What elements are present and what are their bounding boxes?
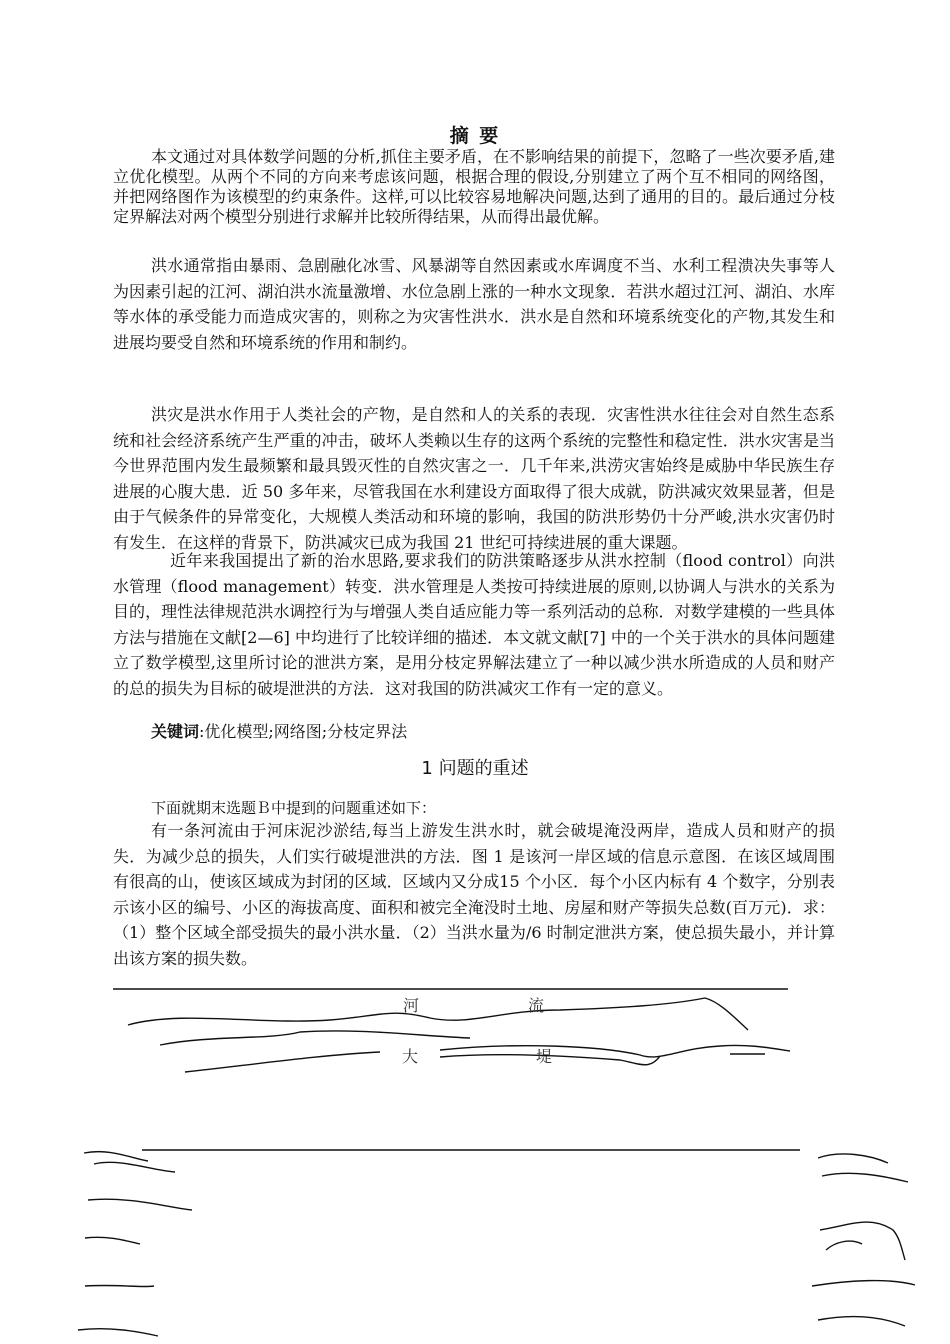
keywords-list: :优化模型;网络图;分枝定界法 (199, 722, 408, 741)
river-upper-bank (128, 998, 748, 1030)
keywords-label: 关键词 (151, 722, 200, 741)
river-middle-line-1 (160, 1031, 470, 1045)
mountain-left-3 (88, 1199, 192, 1210)
mountain-right-5 (812, 1281, 915, 1286)
abstract-title: 摘 要 (449, 125, 501, 147)
label-da: 大 (402, 1047, 419, 1066)
river-middle-line-2 (185, 1052, 380, 1072)
river-area-figure (0, 980, 950, 1344)
section-heading (0, 732, 950, 780)
mountain-right-1 (818, 1154, 888, 1163)
section-intro: 下面就期末选题Ｂ中提到的问题重述如下： (151, 799, 437, 817)
label-he: 河 (403, 996, 420, 1015)
problem-statement: 有一条河流由于河床泥沙淤结,每当上游发生洪水时，就会破堤淹没两岸，造成人员和财产的损失．为减少总的损失，人们实行破堤泄洪的方法．图 1 是该河一岸区域的信息示意图．在该区域周围有很高的山，使该区域成为封闭的区域．区域内又分成15 个小区．每个小区内标有 4 个数字，分别表示该小区的编号、小区的海拔高度、面积和被完全淹没时土地、房屋和财产等损失总数(百万元)．求：（1）整个区域全部受损失的最小洪水量．（2）当洪水量为/6 时制定泄洪方案，使总损失最小，并计算出该方案的损失数。 (113, 821, 835, 968)
label-di: 堤 (536, 1047, 553, 1066)
mountain-left-2 (94, 1162, 175, 1172)
mountain-right-4 (826, 1241, 862, 1250)
mountain-left-1 (84, 1152, 148, 1161)
mountain-left-6 (78, 1329, 158, 1336)
abstract-paragraph-2: 洪水通常指由暴雨、急剧融化冰雪、风暴湖等自然因素或水库调度不当、水利工程溃决失事等人为因素引起的江河、湖泊洪水流量激增、水位急剧上涨的一种水文现象．若洪水超过江河、湖泊、水库等水体的承受能力而造成灾害的，则称之为灾害性洪水．洪水是自然和环境系统变化的产物,其发生和进展均要受自然和环境系统的作用和制约。 (113, 256, 835, 352)
label-liu: 流 (528, 996, 545, 1015)
mountain-left-4 (85, 1237, 140, 1244)
abstract-paragraph-3: 洪灾是洪水作用于人类社会的产物，是自然和人的关系的表现．灾害性洪水往往会对自然生态系统和社会经济系统产生严重的冲击，破坏人类赖以生存的这两个系统的完整性和稳定性．洪水灾害是当今世界范围内发生最频繁和最具毁灭性的自然灾害之一．几千年来,洪涝灾害始终是威胁中华民族生存进展的心腹大患．近 50 多年来，尽管我国在水利建设方面取得了很大成就，防洪减灾效果显著，但是由于气候条件的异常变化，大规模人类活动和环境的影响，我国的防洪形势仍十分严峻,洪水灾害仍时有发生．在这样的背景下，防洪减灾已成为我国 21 世纪可持续进展的重大课题。 (113, 405, 835, 552)
mountain-right-2 (822, 1173, 908, 1182)
abstract-paragraph-1: 本文通过对具体数学问题的分析,抓住主要矛盾，在不影响结果的前提下，忽略了一些次要矛盾,建立优化模型。从两个不同的方向来考虑该问题，根据合理的假设,分别建立了两个互不相同的网络图，并把网络图作为该模型的约束条件。这样,可以比较容易地解决问题,达到了通用的目的。最后通过分枝定界解法对两个模型分别进行求解并比较所得结果，从而得出最优解。 (113, 147, 835, 226)
abstract-paragraph-4: 近年来我国提出了新的治水思路,要求我们的防洪策略逐步从洪水控制（flood control）向洪水管理（flood management）转变．洪水管理是人类按可持续进展的原则,以协调人与洪水的关系为目的，理性法律规范洪水调控行为与增强人类自适应能力等一系列活动的总称．对数学建模的一些具体方法与措施在文献[2—6] 中均进行了比较详细的描述．本文就文献[7] 中的一个关于洪水的具体问题建立了数学模型,这里所讨论的泄洪方案，是用分枝定界解法建立了一种以减少洪水所造成的人员和财产的总的损失为目标的破堤泄洪的方法．这对我国的防洪减灾工作有一定的意义。 (113, 551, 835, 698)
mountain-left-5 (85, 1285, 154, 1286)
mountain-right-3 (820, 1222, 905, 1260)
section-heading-text: 1 问题的重述 (421, 758, 529, 779)
mountain-right-6 (818, 1317, 905, 1326)
